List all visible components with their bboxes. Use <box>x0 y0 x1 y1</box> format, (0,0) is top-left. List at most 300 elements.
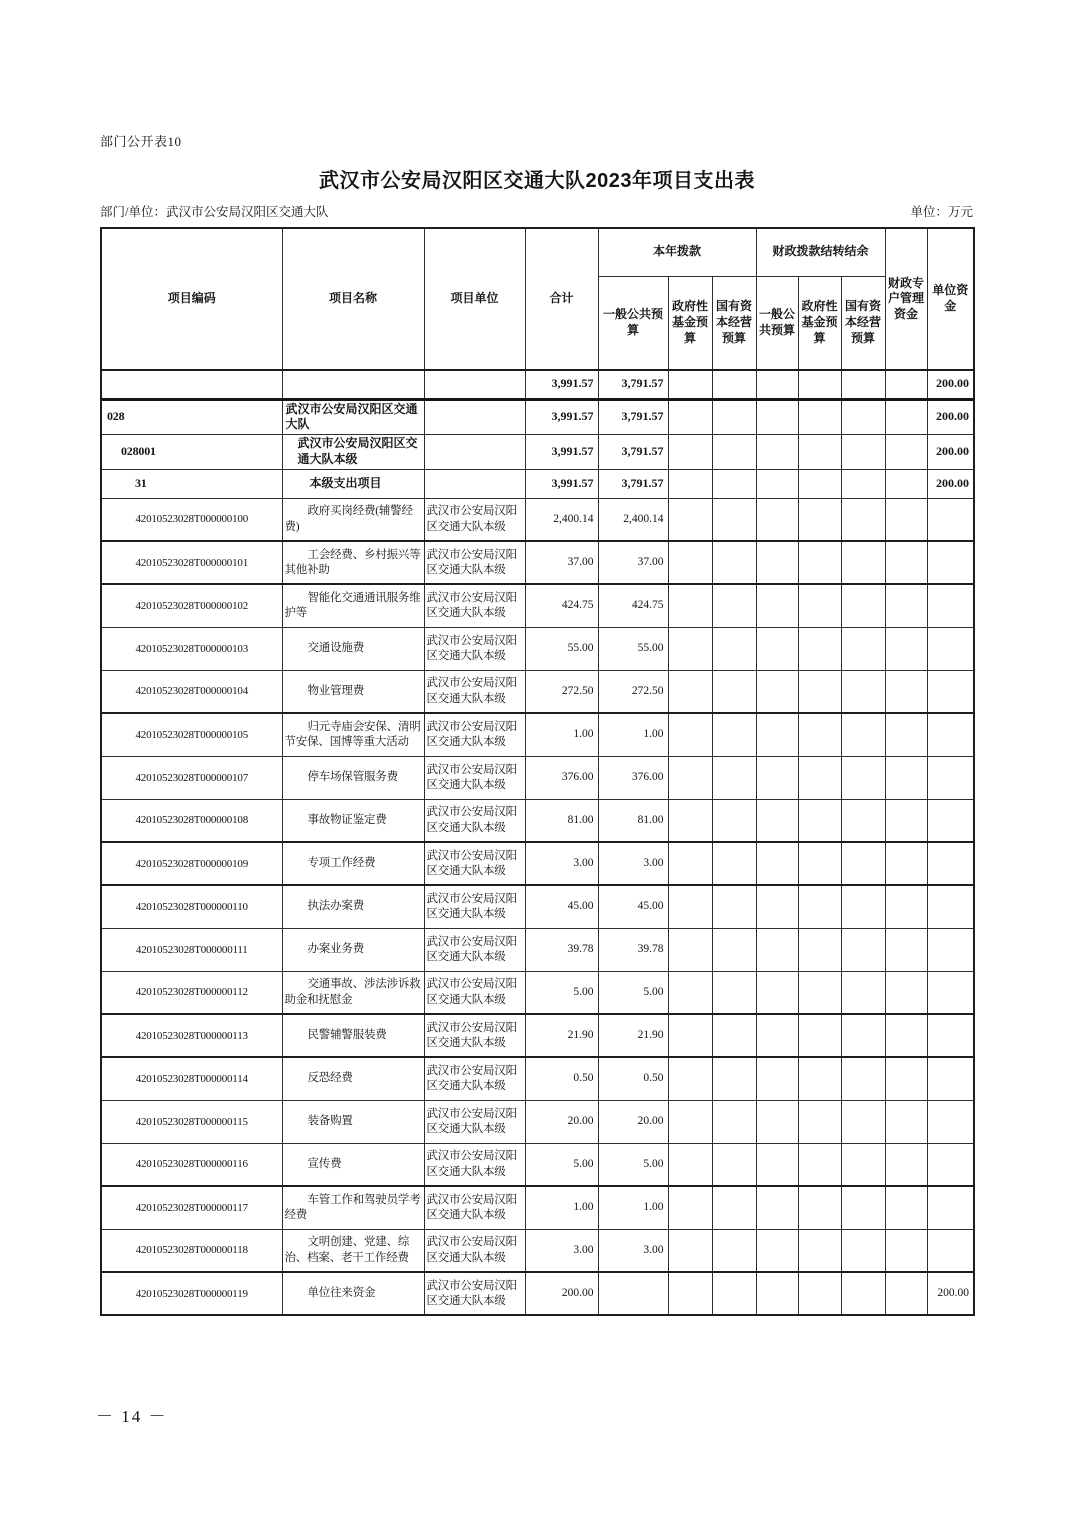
cell-total: 1.00 <box>525 713 598 756</box>
cell-special <box>885 370 927 399</box>
cell-gfb <box>668 541 712 584</box>
cell-gpb: 0.50 <box>598 1057 668 1100</box>
table-row <box>101 399 974 435</box>
cell-c-scb <box>841 928 885 971</box>
cell-gpb: 424.75 <box>598 584 668 627</box>
cell-name: 反恐经费 <box>282 1057 424 1100</box>
cell-c-gpb <box>756 1057 798 1100</box>
cell-unit-fund <box>927 885 974 928</box>
cell-unit-fund: 200.00 <box>927 399 974 435</box>
cell-c-gpb <box>756 399 798 435</box>
cell-special <box>885 885 927 928</box>
cell-c-scb <box>841 399 885 435</box>
table-header <box>101 228 974 370</box>
cell-total: 55.00 <box>525 627 598 670</box>
cell-c-gfb <box>798 627 841 670</box>
cell-gpb: 1.00 <box>598 713 668 756</box>
cell-name: 民警辅警服装费 <box>282 1014 424 1057</box>
cell-c-gfb <box>798 928 841 971</box>
table-row <box>101 1143 974 1186</box>
cell-code: 42010523028T000000104 <box>101 670 282 713</box>
cell-c-gpb <box>756 541 798 584</box>
cell-scb <box>712 1057 756 1100</box>
cell-gfb <box>668 670 712 713</box>
page-title: 武汉市公安局汉阳区交通大队2023年项目支出表 <box>319 170 755 192</box>
cell-c-scb <box>841 1186 885 1229</box>
cell-code: 42010523028T000000100 <box>101 498 282 541</box>
cell-special <box>885 498 927 541</box>
cell-code: 42010523028T000000119 <box>101 1272 282 1315</box>
cell-c-scb <box>841 1143 885 1186</box>
cell-name: 工会经费、乡村振兴等其他补助 <box>282 541 424 584</box>
cell-total: 3.00 <box>525 1229 598 1272</box>
cell-unit-fund <box>927 584 974 627</box>
cell-gpb: 3,791.57 <box>598 435 668 470</box>
cell-gpb: 39.78 <box>598 928 668 971</box>
cell-special <box>885 584 927 627</box>
cell-name: 交通事故、涉法涉诉救助金和抚慰金 <box>282 971 424 1014</box>
cell-c-scb <box>841 799 885 842</box>
cell-special <box>885 1186 927 1229</box>
cell-code: 31 <box>101 469 282 498</box>
cell-c-gfb <box>798 1272 841 1315</box>
cell-name: 本级支出项目 <box>282 469 424 498</box>
cell-special <box>885 756 927 799</box>
cell-unit: 武汉市公安局汉阳区交通大队本级 <box>424 1229 525 1272</box>
cell-gpb: 81.00 <box>598 799 668 842</box>
cell-gpb <box>598 1272 668 1315</box>
cell-c-gpb <box>756 971 798 1014</box>
table-row <box>101 541 974 584</box>
cell-unit: 武汉市公安局汉阳区交通大队本级 <box>424 584 525 627</box>
cell-unit: 武汉市公安局汉阳区交通大队本级 <box>424 713 525 756</box>
cell-unit-fund <box>927 627 974 670</box>
cell-unit: 武汉市公安局汉阳区交通大队本级 <box>424 842 525 885</box>
col-carryover-state-capital-budget: 国有资本经营预算 <box>841 276 885 370</box>
cell-c-gfb <box>798 1014 841 1057</box>
cell-unit: 武汉市公安局汉阳区交通大队本级 <box>424 1057 525 1100</box>
cell-c-scb <box>841 1100 885 1143</box>
cell-unit-fund <box>927 756 974 799</box>
cell-code: 42010523028T000000107 <box>101 756 282 799</box>
cell-unit: 武汉市公安局汉阳区交通大队本级 <box>424 971 525 1014</box>
cell-total: 45.00 <box>525 885 598 928</box>
cell-total: 0.50 <box>525 1057 598 1100</box>
cell-c-gpb <box>756 842 798 885</box>
cell-scb <box>712 713 756 756</box>
cell-unit-fund <box>927 1100 974 1143</box>
col-state-capital-budget: 国有资本经营预算 <box>712 276 756 370</box>
table-row <box>101 1229 974 1272</box>
cell-total: 3,991.57 <box>525 469 598 498</box>
cell-gpb: 3,791.57 <box>598 370 668 399</box>
cell-c-gpb <box>756 1143 798 1186</box>
cell-special <box>885 1229 927 1272</box>
cell-gfb <box>668 1272 712 1315</box>
cell-unit <box>424 370 525 399</box>
cell-unit-fund <box>927 713 974 756</box>
cell-gpb: 2,400.14 <box>598 498 668 541</box>
cell-c-scb <box>841 1057 885 1100</box>
table-row <box>101 885 974 928</box>
cell-gfb <box>668 370 712 399</box>
cell-total: 3,991.57 <box>525 399 598 435</box>
col-project-code: 项目编码 <box>101 228 282 370</box>
cell-code <box>101 370 282 399</box>
cell-special <box>885 713 927 756</box>
cell-c-scb <box>841 435 885 470</box>
cell-special <box>885 1272 927 1315</box>
cell-unit-fund <box>927 1186 974 1229</box>
cell-code: 42010523028T000000116 <box>101 1143 282 1186</box>
cell-unit: 武汉市公安局汉阳区交通大队本级 <box>424 1272 525 1315</box>
table-row <box>101 971 974 1014</box>
cell-scb <box>712 469 756 498</box>
cell-c-scb <box>841 1014 885 1057</box>
cell-c-scb <box>841 756 885 799</box>
col-group-current-year: 本年拨款 <box>598 228 756 276</box>
cell-c-gpb <box>756 1272 798 1315</box>
col-total: 合计 <box>525 228 598 370</box>
cell-gpb: 272.50 <box>598 670 668 713</box>
cell-c-gfb <box>798 842 841 885</box>
col-carryover-gov-fund-budget: 政府性基金预算 <box>798 276 841 370</box>
cell-unit: 武汉市公安局汉阳区交通大队本级 <box>424 885 525 928</box>
cell-special <box>885 399 927 435</box>
cell-total: 5.00 <box>525 1143 598 1186</box>
col-carryover-general-public-budget: 一般公共预算 <box>756 276 798 370</box>
table-row <box>101 1014 974 1057</box>
cell-c-gpb <box>756 498 798 541</box>
cell-scb <box>712 842 756 885</box>
cell-special <box>885 1014 927 1057</box>
cell-gpb: 3.00 <box>598 842 668 885</box>
cell-scb <box>712 928 756 971</box>
cell-name: 车管工作和驾驶员学考经费 <box>282 1186 424 1229</box>
cell-gpb: 376.00 <box>598 756 668 799</box>
page-number: － 14 － <box>96 1407 168 1426</box>
cell-special <box>885 799 927 842</box>
cell-name: 政府买岗经费(辅警经费) <box>282 498 424 541</box>
cell-name: 宣传费 <box>282 1143 424 1186</box>
table-row <box>101 1186 974 1229</box>
cell-unit-fund <box>927 1014 974 1057</box>
cell-unit-fund: 200.00 <box>927 370 974 399</box>
cell-c-gpb <box>756 885 798 928</box>
cell-name: 停车场保管服务费 <box>282 756 424 799</box>
cell-total: 200.00 <box>525 1272 598 1315</box>
cell-scb <box>712 584 756 627</box>
cell-gfb <box>668 971 712 1014</box>
cell-gfb <box>668 713 712 756</box>
cell-total: 376.00 <box>525 756 598 799</box>
cell-unit-fund <box>927 1143 974 1186</box>
cell-name <box>282 370 424 399</box>
cell-total: 272.50 <box>525 670 598 713</box>
table-row <box>101 627 974 670</box>
cell-scb <box>712 670 756 713</box>
cell-scb <box>712 1272 756 1315</box>
cell-gfb <box>668 1186 712 1229</box>
cell-name: 单位往来资金 <box>282 1272 424 1315</box>
cell-c-gfb <box>798 670 841 713</box>
cell-c-gpb <box>756 756 798 799</box>
cell-code: 42010523028T000000102 <box>101 584 282 627</box>
cell-c-gfb <box>798 885 841 928</box>
cell-c-gpb <box>756 435 798 470</box>
cell-unit <box>424 435 525 470</box>
cell-scb <box>712 756 756 799</box>
cell-code: 42010523028T000000110 <box>101 885 282 928</box>
cell-c-scb <box>841 1272 885 1315</box>
department-unit-label: 部门/单位：武汉市公安局汉阳区交通大队 <box>100 205 329 219</box>
col-unit-funds: 单位资金 <box>927 228 974 370</box>
cell-special <box>885 627 927 670</box>
cell-name: 智能化交通通讯服务维护等 <box>282 584 424 627</box>
cell-code: 42010523028T000000113 <box>101 1014 282 1057</box>
table-row <box>101 928 974 971</box>
cell-c-scb <box>841 885 885 928</box>
cell-special <box>885 928 927 971</box>
cell-c-gfb <box>798 713 841 756</box>
cell-name: 装备购置 <box>282 1100 424 1143</box>
cell-code: 42010523028T000000105 <box>101 713 282 756</box>
cell-unit: 武汉市公安局汉阳区交通大队本级 <box>424 541 525 584</box>
cell-scb <box>712 435 756 470</box>
cell-scb <box>712 498 756 541</box>
cell-special <box>885 842 927 885</box>
cell-gfb <box>668 1143 712 1186</box>
cell-name: 武汉市公安局汉阳区交通大队本级 <box>282 435 424 470</box>
cell-code: 42010523028T000000115 <box>101 1100 282 1143</box>
cell-c-gfb <box>798 370 841 399</box>
cell-code: 42010523028T000000112 <box>101 971 282 1014</box>
cell-name: 归元寺庙会安保、清明节安保、国博等重大活动 <box>282 713 424 756</box>
cell-code: 42010523028T000000117 <box>101 1186 282 1229</box>
cell-special <box>885 670 927 713</box>
cell-gpb: 5.00 <box>598 1143 668 1186</box>
cell-c-gfb <box>798 469 841 498</box>
cell-gpb: 1.00 <box>598 1186 668 1229</box>
cell-unit-fund <box>927 541 974 584</box>
col-project-name: 项目名称 <box>282 228 424 370</box>
currency-unit-label: 单位：万元 <box>910 205 973 219</box>
cell-c-gfb <box>798 799 841 842</box>
cell-c-scb <box>841 370 885 399</box>
cell-c-gpb <box>756 1186 798 1229</box>
cell-gfb <box>668 1057 712 1100</box>
cell-total: 21.90 <box>525 1014 598 1057</box>
col-gov-fund-budget: 政府性基金预算 <box>668 276 712 370</box>
cell-gfb <box>668 627 712 670</box>
cell-total: 2,400.14 <box>525 498 598 541</box>
col-special-account: 财政专户管理资金 <box>885 228 927 370</box>
cell-gpb: 37.00 <box>598 541 668 584</box>
cell-special <box>885 971 927 1014</box>
cell-code: 42010523028T000000118 <box>101 1229 282 1272</box>
cell-c-gpb <box>756 928 798 971</box>
cell-special <box>885 435 927 470</box>
cell-unit: 武汉市公安局汉阳区交通大队本级 <box>424 799 525 842</box>
cell-gpb: 45.00 <box>598 885 668 928</box>
cell-name: 武汉市公安局汉阳区交通大队 <box>282 399 424 435</box>
cell-c-scb <box>841 469 885 498</box>
cell-unit: 武汉市公安局汉阳区交通大队本级 <box>424 756 525 799</box>
cell-gpb: 20.00 <box>598 1100 668 1143</box>
cell-code: 42010523028T000000114 <box>101 1057 282 1100</box>
cell-total: 81.00 <box>525 799 598 842</box>
cell-name: 文明创建、党建、综治、档案、老干工作经费 <box>282 1229 424 1272</box>
table-row <box>101 670 974 713</box>
cell-c-gpb <box>756 584 798 627</box>
cell-name: 物业管理费 <box>282 670 424 713</box>
cell-gpb: 3,791.57 <box>598 399 668 435</box>
cell-special <box>885 1143 927 1186</box>
cell-c-scb <box>841 842 885 885</box>
col-group-carryover: 财政拨款结转结余 <box>756 228 885 276</box>
cell-c-gfb <box>798 399 841 435</box>
cell-c-scb <box>841 627 885 670</box>
cell-gfb <box>668 1100 712 1143</box>
cell-unit-fund: 200.00 <box>927 435 974 470</box>
cell-scb <box>712 1100 756 1143</box>
cell-scb <box>712 799 756 842</box>
cell-gfb <box>668 885 712 928</box>
cell-c-gpb <box>756 713 798 756</box>
cell-gpb: 5.00 <box>598 971 668 1014</box>
cell-unit: 武汉市公安局汉阳区交通大队本级 <box>424 498 525 541</box>
doc-label: 部门公开表10 <box>100 134 182 149</box>
cell-code: 42010523028T000000101 <box>101 541 282 584</box>
cell-c-scb <box>841 670 885 713</box>
cell-name: 办案业务费 <box>282 928 424 971</box>
cell-c-scb <box>841 971 885 1014</box>
cell-c-scb <box>841 584 885 627</box>
cell-code: 42010523028T000000108 <box>101 799 282 842</box>
cell-gfb <box>668 756 712 799</box>
cell-special <box>885 541 927 584</box>
cell-code: 42010523028T000000109 <box>101 842 282 885</box>
cell-gpb: 3,791.57 <box>598 469 668 498</box>
cell-c-gfb <box>798 435 841 470</box>
cell-unit: 武汉市公安局汉阳区交通大队本级 <box>424 1100 525 1143</box>
cell-c-gpb <box>756 1014 798 1057</box>
cell-c-scb <box>841 498 885 541</box>
cell-code: 42010523028T000000111 <box>101 928 282 971</box>
table-row <box>101 469 974 498</box>
cell-unit-fund <box>927 842 974 885</box>
cell-gfb <box>668 1229 712 1272</box>
cell-code: 028 <box>101 399 282 435</box>
cell-total: 3.00 <box>525 842 598 885</box>
cell-scb <box>712 1229 756 1272</box>
cell-unit <box>424 469 525 498</box>
cell-c-scb <box>841 1229 885 1272</box>
cell-total: 20.00 <box>525 1100 598 1143</box>
cell-name: 执法办案费 <box>282 885 424 928</box>
col-general-public-budget: 一般公共预算 <box>598 276 668 370</box>
cell-gpb: 21.90 <box>598 1014 668 1057</box>
cell-gfb <box>668 842 712 885</box>
cell-unit: 武汉市公安局汉阳区交通大队本级 <box>424 928 525 971</box>
cell-c-gpb <box>756 1100 798 1143</box>
cell-unit <box>424 399 525 435</box>
table-row <box>101 1057 974 1100</box>
cell-unit-fund: 200.00 <box>927 1272 974 1315</box>
cell-total: 1.00 <box>525 1186 598 1229</box>
cell-gpb: 55.00 <box>598 627 668 670</box>
cell-unit: 武汉市公安局汉阳区交通大队本级 <box>424 627 525 670</box>
cell-c-gpb <box>756 799 798 842</box>
cell-gfb <box>668 584 712 627</box>
table-row <box>101 1272 974 1315</box>
cell-c-scb <box>841 713 885 756</box>
cell-scb <box>712 1014 756 1057</box>
cell-gpb: 3.00 <box>598 1229 668 1272</box>
expenditure-table <box>100 227 975 1316</box>
cell-scb <box>712 399 756 435</box>
cell-special <box>885 469 927 498</box>
table-row <box>101 370 974 399</box>
cell-unit: 武汉市公安局汉阳区交通大队本级 <box>424 670 525 713</box>
cell-special <box>885 1057 927 1100</box>
cell-c-gfb <box>798 971 841 1014</box>
cell-c-gpb <box>756 370 798 399</box>
cell-unit-fund <box>927 1057 974 1100</box>
table-row <box>101 713 974 756</box>
cell-gfb <box>668 435 712 470</box>
cell-unit: 武汉市公安局汉阳区交通大队本级 <box>424 1014 525 1057</box>
cell-c-gpb <box>756 1229 798 1272</box>
cell-special <box>885 1100 927 1143</box>
cell-scb <box>712 971 756 1014</box>
cell-scb <box>712 627 756 670</box>
cell-gfb <box>668 498 712 541</box>
cell-total: 3,991.57 <box>525 370 598 399</box>
cell-name: 事故物证鉴定费 <box>282 799 424 842</box>
cell-unit-fund <box>927 1229 974 1272</box>
cell-c-gfb <box>798 1100 841 1143</box>
cell-unit: 武汉市公安局汉阳区交通大队本级 <box>424 1186 525 1229</box>
table-row <box>101 842 974 885</box>
table-row <box>101 756 974 799</box>
cell-code: 028001 <box>101 435 282 470</box>
cell-scb <box>712 885 756 928</box>
cell-c-gfb <box>798 1186 841 1229</box>
meta-row <box>100 202 973 220</box>
cell-unit-fund: 200.00 <box>927 469 974 498</box>
table-row <box>101 435 974 470</box>
cell-name: 交通设施费 <box>282 627 424 670</box>
cell-c-gfb <box>798 584 841 627</box>
header-row-groups <box>101 228 974 276</box>
cell-total: 39.78 <box>525 928 598 971</box>
table-row <box>101 584 974 627</box>
cell-gfb <box>668 1014 712 1057</box>
cell-total: 3,991.57 <box>525 435 598 470</box>
cell-scb <box>712 370 756 399</box>
cell-c-gfb <box>798 498 841 541</box>
cell-scb <box>712 1186 756 1229</box>
cell-unit-fund <box>927 971 974 1014</box>
cell-scb <box>712 1143 756 1186</box>
cell-c-gpb <box>756 670 798 713</box>
table-row <box>101 498 974 541</box>
cell-c-gfb <box>798 1229 841 1272</box>
cell-unit: 武汉市公安局汉阳区交通大队本级 <box>424 1143 525 1186</box>
cell-c-gfb <box>798 1057 841 1100</box>
cell-scb <box>712 541 756 584</box>
